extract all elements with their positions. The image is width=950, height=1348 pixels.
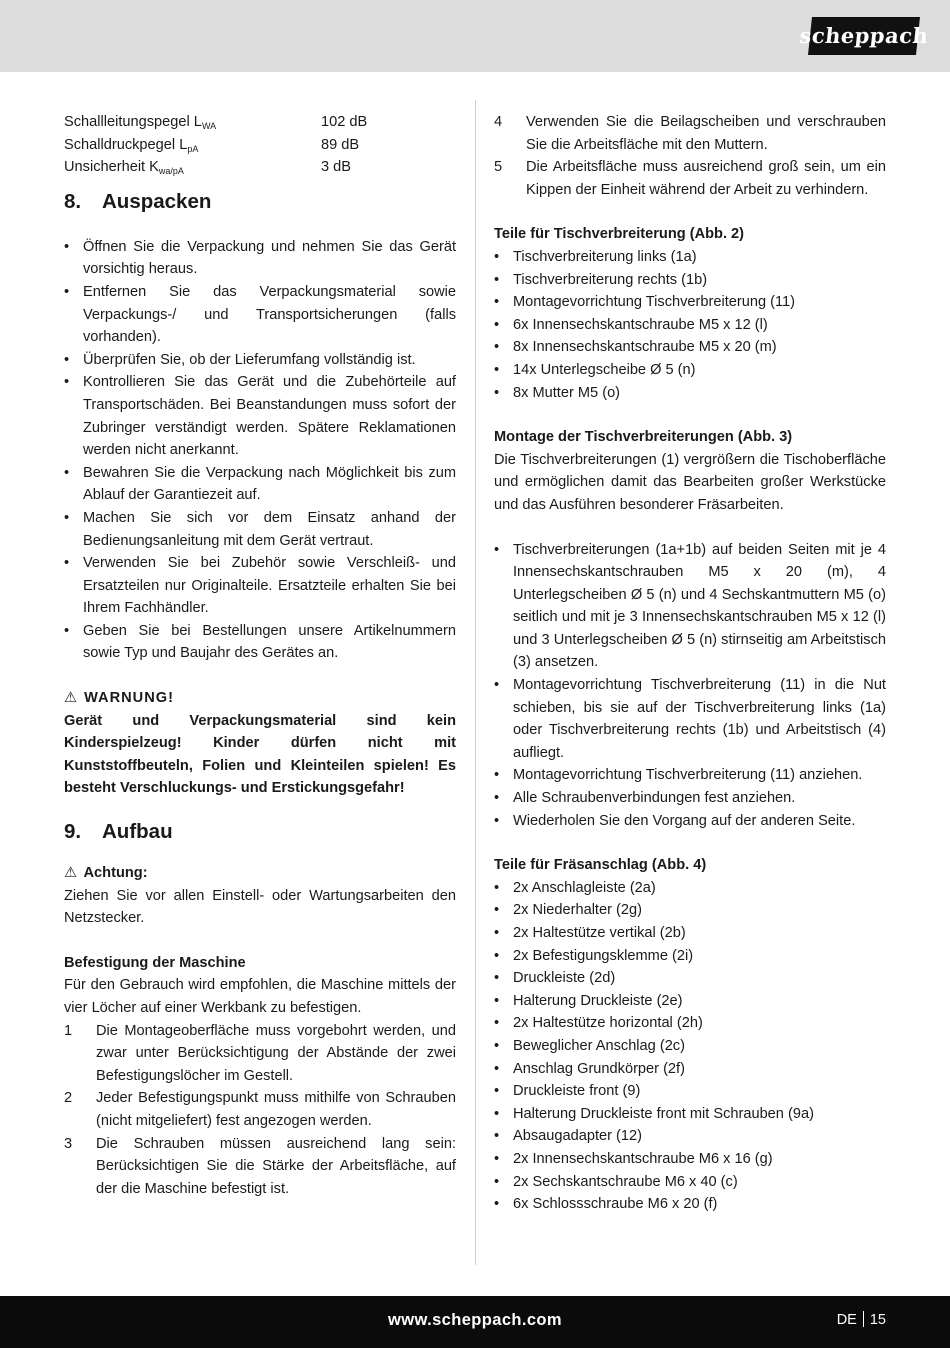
table-extension-mount-steps bbox=[494, 539, 886, 833]
list-item: • 2x Sechskantschraube M6 x 40 (c) bbox=[494, 1171, 886, 1194]
list-item: • Absaugadapter (12) bbox=[494, 1125, 886, 1148]
list-item: • Kontrollieren Sie das Gerät und die Zubehörteile auf Transportschäden. Bei Beanstandungen muss sofort der Zubringer verständigt werden. Spätere Reklamationen werden nicht anerkannt. bbox=[64, 371, 456, 461]
list-item: • Montagevorrichtung Tischverbreiterung (11) in die Nut schieben, bis sie auf der Tischverbreiterung links (1a) oder Tischverbreiterung rechts (1b) und Arbeitstisch (4) aufliegt. bbox=[494, 674, 886, 764]
list-item: • Anschlag Grundkörper (2f) bbox=[494, 1058, 886, 1081]
section-8-heading: 8. Auspacken bbox=[64, 189, 212, 213]
list-item: • 14x Unterlegscheibe Ø 5 (n) bbox=[494, 359, 886, 382]
mounting-steps bbox=[64, 1020, 456, 1201]
warning-heading: ⚠ WARNUNG! bbox=[64, 687, 456, 710]
list-item: • Überprüfen Sie, ob der Lieferumfang vollständig ist. bbox=[64, 349, 456, 372]
list-item: • Halterung Druckleiste front mit Schrauben (9a) bbox=[494, 1103, 886, 1126]
list-item: • Verwenden Sie bei Zubehör sowie Verschleiß- und Ersatzteilen nur Originalteile. Ersatzteile erhalten Sie bei Ihrem Fachhändler. bbox=[64, 552, 456, 620]
list-item: • Geben Sie bei Bestellungen unsere Artikelnummern sowie Typ und Baujahr des Gerätes an. bbox=[64, 620, 456, 665]
page-header bbox=[0, 0, 950, 72]
list-item: • Druckleiste (2d) bbox=[494, 967, 886, 990]
left-column bbox=[64, 111, 456, 1200]
spec-row bbox=[64, 111, 456, 134]
list-item: 4 Verwenden Sie die Beilagscheiben und verschrauben Sie die Arbeitsfläche mit den Muttern. bbox=[494, 114, 886, 153]
list-item: • 2x Niederhalter (2g) bbox=[494, 899, 886, 922]
website-url[interactable]: www.scheppach.com bbox=[388, 1311, 562, 1329]
section-9-heading: 9. Aufbau bbox=[64, 820, 173, 844]
language-code: DE bbox=[836, 1312, 857, 1328]
warning-triangle-icon: ⚠ bbox=[64, 865, 78, 882]
list-item: • Bewahren Sie die Verpackung nach Möglichkeit bis zum Ablauf der Garantiezeit auf. bbox=[64, 462, 456, 507]
table-extension-parts-heading: Teile für Tischverbreiterung (Abb. 2) bbox=[494, 226, 745, 243]
list-item: • Druckleiste front (9) bbox=[494, 1080, 886, 1103]
spec-value: 102 dB bbox=[321, 114, 368, 130]
list-item: • Beweglicher Anschlag (2c) bbox=[494, 1035, 886, 1058]
fence-parts-heading: Teile für Fräsanschlag (Abb. 4) bbox=[494, 857, 707, 874]
list-item: • 8x Mutter M5 (o) bbox=[494, 382, 886, 405]
mounting-intro: Für den Gebrauch wird empfohlen, die Maschine mittels der vier Löcher auf einer Werkbank zu befestigen. bbox=[64, 977, 456, 1016]
list-item: 1 Die Montageoberfläche muss vorgebohrt werden, und zwar unter Berücksichtigung der Abstände der zwei Befestigungslöcher im Gestell. bbox=[64, 1022, 456, 1084]
list-item: • 2x Haltestütze vertikal (2b) bbox=[494, 922, 886, 945]
list-item: • Wiederholen Sie den Vorgang auf der anderen Seite. bbox=[494, 810, 886, 833]
list-item: • Tischverbreiterungen (1a+1b) auf beiden Seiten mit je 4 Innensechskantschrauben M5 x 20 (m), 4 Unterlegscheiben Ø 5 (n) und 4 Sechskantmuttern M5 (o) seitlich und mit je 3 Innensechskantschrauben M5 x 12 (l) und 3 Unterlegscheiben Ø 5 (n) stirnseitig am Arbeitstisch (3) ansetzen. bbox=[494, 539, 886, 675]
list-item: • 6x Schlossschraube M6 x 20 (f) bbox=[494, 1193, 886, 1216]
warning-triangle-icon: ⚠ bbox=[64, 690, 78, 707]
list-item: • Öffnen Sie die Verpackung und nehmen Sie das Gerät vorsichtig heraus. bbox=[64, 236, 456, 281]
spec-row bbox=[64, 134, 456, 157]
list-item: • 2x Haltestütze horizontal (2h) bbox=[494, 1012, 886, 1035]
column-divider bbox=[475, 100, 476, 1265]
page-footer bbox=[0, 1296, 950, 1348]
list-item: 3 Die Schrauben müssen ausreichend lang sein: Berücksichtigen Sie die Stärke der Arbeitsfläche, auf der die Maschine befestigt ist. bbox=[64, 1135, 456, 1197]
list-item: • Alle Schraubenverbindungen fest anziehen. bbox=[494, 787, 886, 810]
page-number-value: 15 bbox=[869, 1312, 886, 1328]
table-extension-mount-intro: Die Tischverbreiterungen (1) vergrößern die Tischoberfläche und ermöglichen damit das Bearbeiten großer Werkstücke und das Ausführen besonderer Fräsarbeiten. bbox=[494, 451, 886, 513]
unpacking-list bbox=[64, 236, 456, 665]
warning-text: Gerät und Verpackungsmaterial sind kein Kinderspielzeug! Kinder dürfen nicht mit Kunststoffbeuteln, Folien und Kleinteilen spielen! Es besteht Verschluckungs- und Erstickungsgefahr! bbox=[64, 712, 456, 797]
list-item: • Tischverbreiterung links (1a) bbox=[494, 246, 886, 269]
fence-parts-list bbox=[494, 877, 886, 1216]
page-number bbox=[837, 1309, 886, 1332]
sound-specs bbox=[64, 111, 456, 179]
list-item: • 6x Innensechskantschraube M5 x 12 (l) bbox=[494, 314, 886, 337]
list-item: • Machen Sie sich vor dem Einsatz anhand der Bedienungsanleitung mit dem Gerät vertraut. bbox=[64, 507, 456, 552]
list-item: 2 Jeder Befestigungspunkt muss mithilfe von Schrauben (nicht mitgeliefert) fest angezogen werden. bbox=[64, 1090, 456, 1129]
spec-label: Unsicherheit $K_{wa/pA}$ bbox=[64, 159, 184, 177]
table-extension-mount-heading: Montage der Tischverbreiterungen (Abb. 3) bbox=[494, 429, 793, 446]
separator bbox=[863, 1311, 864, 1327]
table-extension-parts-list bbox=[494, 246, 886, 404]
caution-heading: ⚠ Achtung: bbox=[64, 862, 456, 885]
list-item: • Tischverbreiterung rechts (1b) bbox=[494, 269, 886, 292]
brand-logo: scheppach bbox=[808, 17, 920, 55]
spec-label: Schallleitungspegel $L_{WA}$ bbox=[64, 114, 217, 131]
list-item: • 8x Innensechskantschraube M5 x 20 (m) bbox=[494, 336, 886, 359]
spec-row bbox=[64, 156, 456, 179]
list-item: 5 Die Arbeitsfläche muss ausreichend groß sein, um ein Kippen der Einheit während der Arbeit zu verhindern. bbox=[494, 159, 886, 198]
list-item: • 2x Befestigungsklemme (2i) bbox=[494, 945, 886, 968]
list-item: • 2x Anschlagleiste (2a) bbox=[494, 877, 886, 900]
right-column bbox=[494, 111, 886, 1216]
spec-label: Schalldruckpegel $L_{pA}$ bbox=[64, 136, 199, 154]
spec-value: 3 dB bbox=[321, 159, 352, 176]
caution-text: Ziehen Sie vor allen Einstell- oder Wartungsarbeiten den Netzstecker. bbox=[64, 887, 456, 927]
list-item: • Montagevorrichtung Tischverbreiterung (11) anziehen. bbox=[494, 764, 886, 787]
list-item: • 2x Innensechskantschraube M6 x 16 (g) bbox=[494, 1148, 886, 1171]
mounting-steps-continued bbox=[494, 111, 886, 201]
list-item: • Montagevorrichtung Tischverbreiterung (11) bbox=[494, 291, 886, 314]
mounting-heading: Befestigung der Maschine bbox=[64, 954, 246, 971]
list-item: • Entfernen Sie das Verpackungsmaterial sowie Verpackungs-/ und Transportsicherungen (falls vorhanden). bbox=[64, 281, 456, 349]
spec-value: 89 dB bbox=[321, 136, 360, 153]
list-item: • Halterung Druckleiste (2e) bbox=[494, 990, 886, 1013]
